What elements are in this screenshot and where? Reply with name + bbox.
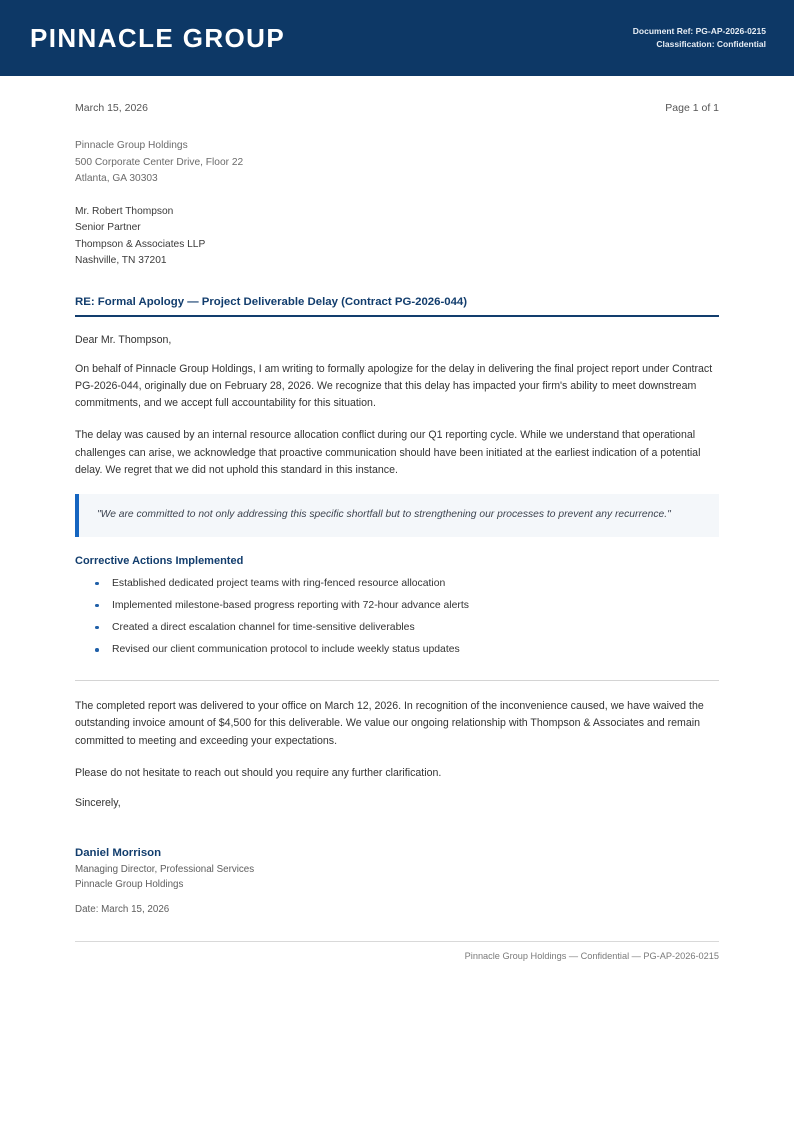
document-body [0, 76, 794, 961]
list-item: Revised our client communication protocol to include weekly status updates [95, 642, 719, 664]
signature-block [75, 847, 719, 914]
sender-street: 500 Corporate Center Drive, Floor 22 [75, 156, 244, 168]
salutation: Dear Mr. Thompson, [75, 333, 172, 346]
recipient-company: Thompson & Associates LLP [75, 238, 206, 250]
sender-company: Pinnacle Group Holdings [75, 140, 188, 151]
recipient-city-state-zip: Nashville, TN 37201 [75, 255, 167, 267]
signatory-company: Pinnacle Group Holdings [75, 879, 184, 891]
corrective-actions-heading: Corrective Actions Implemented [75, 554, 244, 567]
sender-address-block [75, 138, 719, 188]
corrective-actions-list [75, 576, 719, 664]
sender-city-state-zip: Atlanta, GA 30303 [75, 173, 158, 185]
company-logo-text: PINNACLE GROUP [30, 23, 286, 53]
body-paragraph-3: The completed report was delivered to your office on March 12, 2026. In recognition of the inconvenience caused, we have waived the outstanding invoice amount of $4,500 for this deliverable. We value our ongoing relationship with Thompson & Associates and remain committed to meeting and exceeding your expectations. [75, 700, 704, 747]
recipient-address-block [75, 204, 719, 270]
list-item: Established dedicated project teams with ring-fenced resource allocation [95, 576, 719, 598]
page-indicator: Page 1 of 1 [665, 102, 719, 114]
body-paragraph-2: The delay was caused by an internal resource allocation conflict during our Q1 reporting cycle. While we understand that operational challenges can arise, we acknowledge that proactive communication should have been initiated at the earliest indication of a potential delay. We regret that we did not uphold this standard in this instance. [75, 429, 701, 476]
list-item: Implemented milestone-based progress reporting with 72-hour advance alerts [95, 598, 719, 620]
quote-text: "We are committed to not only addressing this specific shortfall but to strengthening our processes to prevent any recurrence." [97, 509, 671, 521]
classification-label: Classification: Confidential [656, 39, 766, 49]
header-metadata [633, 25, 766, 51]
date-and-page-row [75, 102, 719, 114]
section-divider [75, 680, 719, 681]
list-item: Created a direct escalation channel for time-sensitive deliverables [95, 620, 719, 642]
body-paragraph-4: Please do not hesitate to reach out should you require any further clarification. [75, 766, 442, 779]
document-footer: Pinnacle Group Holdings — Confidential — PG-AP-2026-0215 [75, 941, 719, 961]
signatory-title: Managing Director, Professional Services [75, 864, 255, 876]
recipient-title: Senior Partner [75, 222, 141, 234]
commitment-quote-callout [75, 494, 719, 536]
document-reference: Document Ref: PG-AP-2026-0215 [632, 25, 766, 36]
letter-date: March 15, 2026 [75, 102, 148, 114]
sign-off: Sincerely, [75, 797, 121, 810]
body-paragraph-1: On behalf of Pinnacle Group Holdings, I am writing to formally apologize for the delay in delivering the final project report under Contract PG-2026-044, originally due on February 28, 2026. We recognize that this delay has impacted your firm's ability to meet downstream commitments, and we accept full accountability for this situation. [75, 362, 713, 410]
recipient-name: Mr. Robert Thompson [75, 205, 174, 217]
document-header [0, 0, 794, 76]
signature-date: Date: March 15, 2026 [75, 903, 170, 915]
signatory-name: Daniel Morrison [75, 847, 162, 860]
subject-line: RE: Formal Apology — Project Deliverable Delay (Contract PG-2026-044) [75, 296, 719, 317]
